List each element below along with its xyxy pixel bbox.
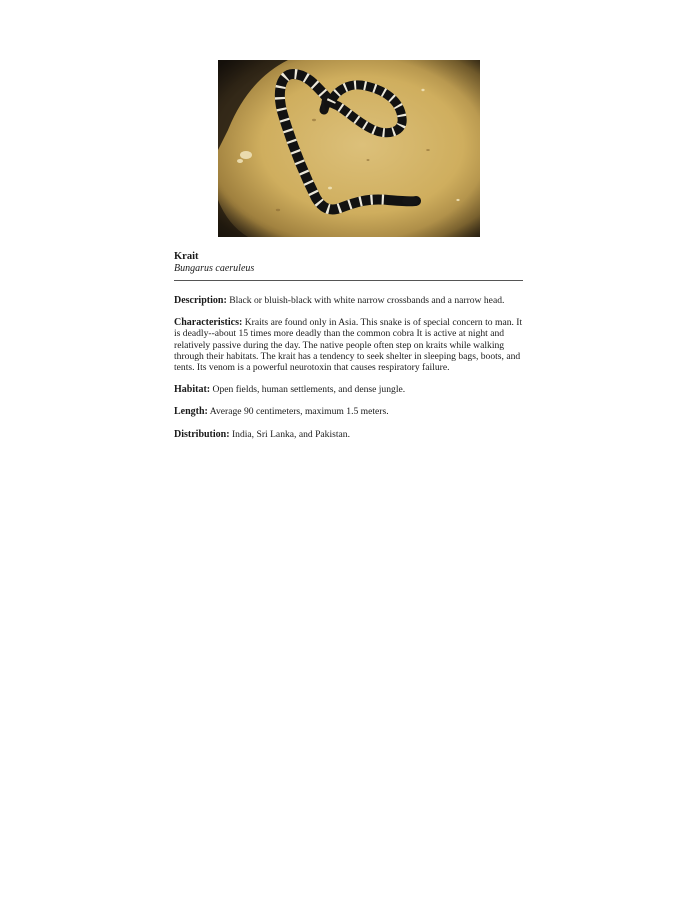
common-name: Krait [174,251,199,262]
length-paragraph [174,406,524,417]
snake-head [402,197,418,205]
habitat-paragraph [174,384,524,395]
distribution-text: India, Sri Lanka, and Pakistan. [231,428,350,440]
description-text: Black or bluish-black with white narrow crossbands and a narrow head. [229,295,505,306]
description-paragraph [174,295,524,306]
scientific-name: Bungarus caeruleus [174,263,255,274]
length-text: Average 90 centimeters, maximum 1.5 meters. [209,406,389,418]
divider [174,280,523,281]
characteristics-label: Characteristics: [174,317,243,329]
characteristics-paragraph [174,317,524,373]
distribution-paragraph [174,429,524,440]
distribution-label: Distribution: [174,428,230,440]
habitat-text: Open fields, human settlements, and dense jungle. [212,384,406,396]
habitat-label: Habitat: [174,384,211,396]
species-entry [174,251,524,440]
description-label: Description: [174,295,227,306]
krait-photo [218,60,480,237]
length-label: Length: [174,406,208,418]
characteristics-text: Kraits are found only in Asia. This snake is of special concern to man. It is deadly--about 15 times more deadly than the common cobra It is active at night and relatively passive during the day. The native people often step on kraits while walking through their habitats. The krait has a tendency to seek shelter in sleeping bags, boots, and tents. Its venom is a powerful neurotoxin that causes respiratory failure. [174,317,523,374]
